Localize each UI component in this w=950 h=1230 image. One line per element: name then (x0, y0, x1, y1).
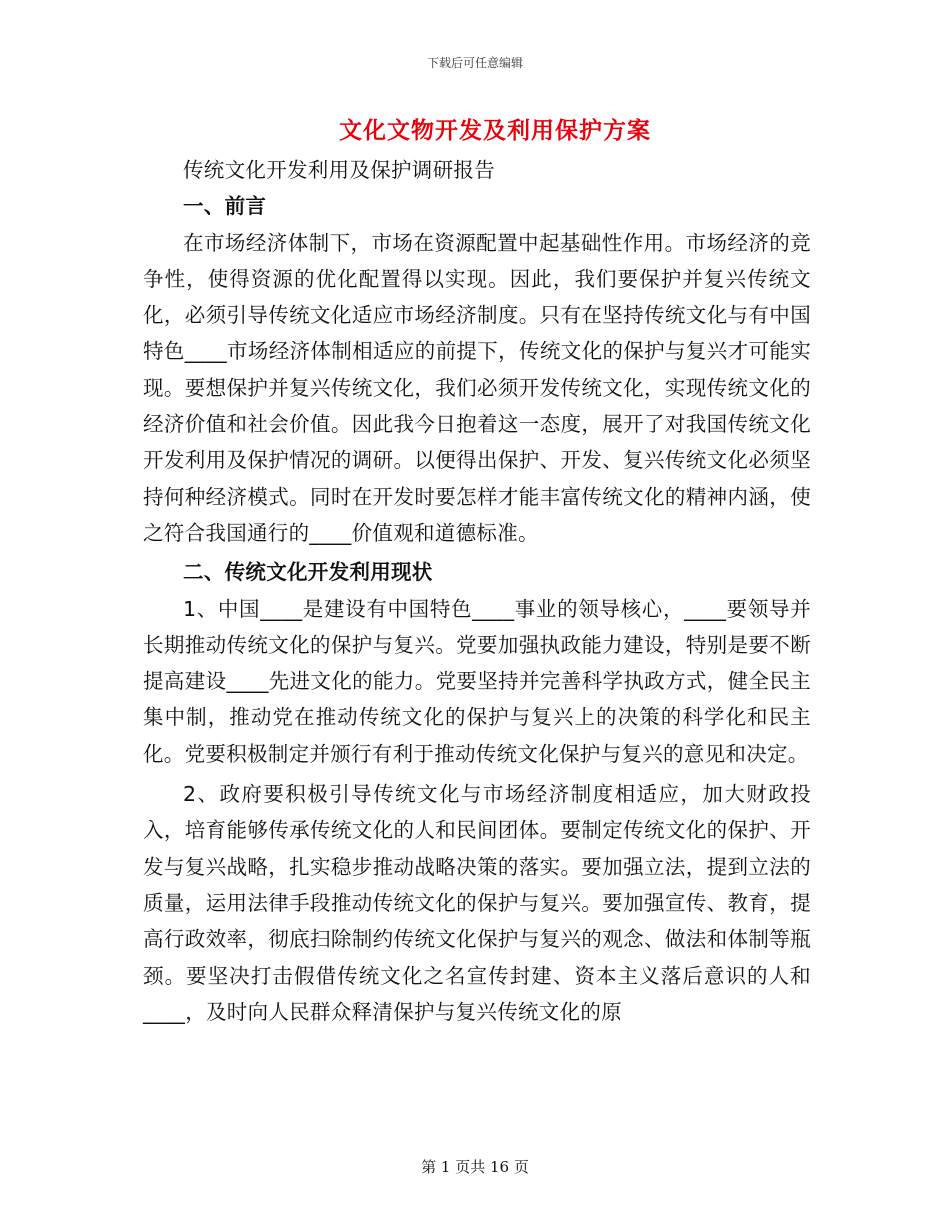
header-note: 下载后可任意编辑 (426, 56, 523, 70)
page-footer: 第 1 页共 16 页 (421, 1158, 529, 1176)
status-paragraph-1: 1、中国____是建设有中国特色____事业的领导核心，____要领导并长期推动传统文化的保护与复兴。党要加强执政能力建设，特别是要不断提高建设____先进文化的能力。党要坚持并完善科学执政方式，健全民主集中制，推动党在推动传统文化的保护与复兴上的决策的科学化和民主化。党要积极制定并颁行有利于推动传统文化保护与复兴的意见和决定。 (143, 596, 811, 766)
section-heading-preface: 一、前言 (183, 194, 267, 219)
document-title: 文化文物开发及利用保护方案 (339, 118, 651, 144)
preface-paragraph: 在市场经济体制下，市场在资源配置中起基础性作用。市场经济的竞争性，使得资源的优化配置得以实现。因此，我们要保护并复兴传统文化，必须引导传统文化适应市场经济制度。只有在坚持传统文化与有中国特色____市场经济体制相适应的前提下，传统文化的保护与复兴才可能实现。要想保护并复兴传统文化，我们必须开发传统文化，实现传统文化的经济价值和社会价值。因此我今日抱着这一态度，展开了对我国传统文化开发利用及保护情况的调研。以便得出保护、开发、复兴传统文化必须坚持何种经济模式。同时在开发时要怎样才能丰富传统文化的精神内涵，使之符合我国通行的____价值观和道德标准。 (143, 230, 811, 545)
document-body (143, 152, 811, 1030)
section-heading-status: 二、传统文化开发利用现状 (183, 560, 433, 585)
document-subtitle: 传统文化开发利用及保护调研报告 (183, 158, 495, 182)
status-paragraph-2: 2、政府要积极引导传统文化与市场经济制度相适应，加大财政投入，培育能够传承传统文化的人和民间团体。要制定传统文化的保护、开发与复兴战略，扎实稳步推动战略决策的落实。要加强立法，提到立法的质量，运用法律手段推动传统文化的保护与复兴。要加强宣传、教育，提高行政效率，彻底扫除制约传统文化保护与复兴的观念、做法和体制等瓶颈。要坚决打击假借传统文化之名宣传封建、资本主义落后意识的人和____，及时向人民群众释清保护与复兴传统文化的原 (143, 782, 811, 1024)
